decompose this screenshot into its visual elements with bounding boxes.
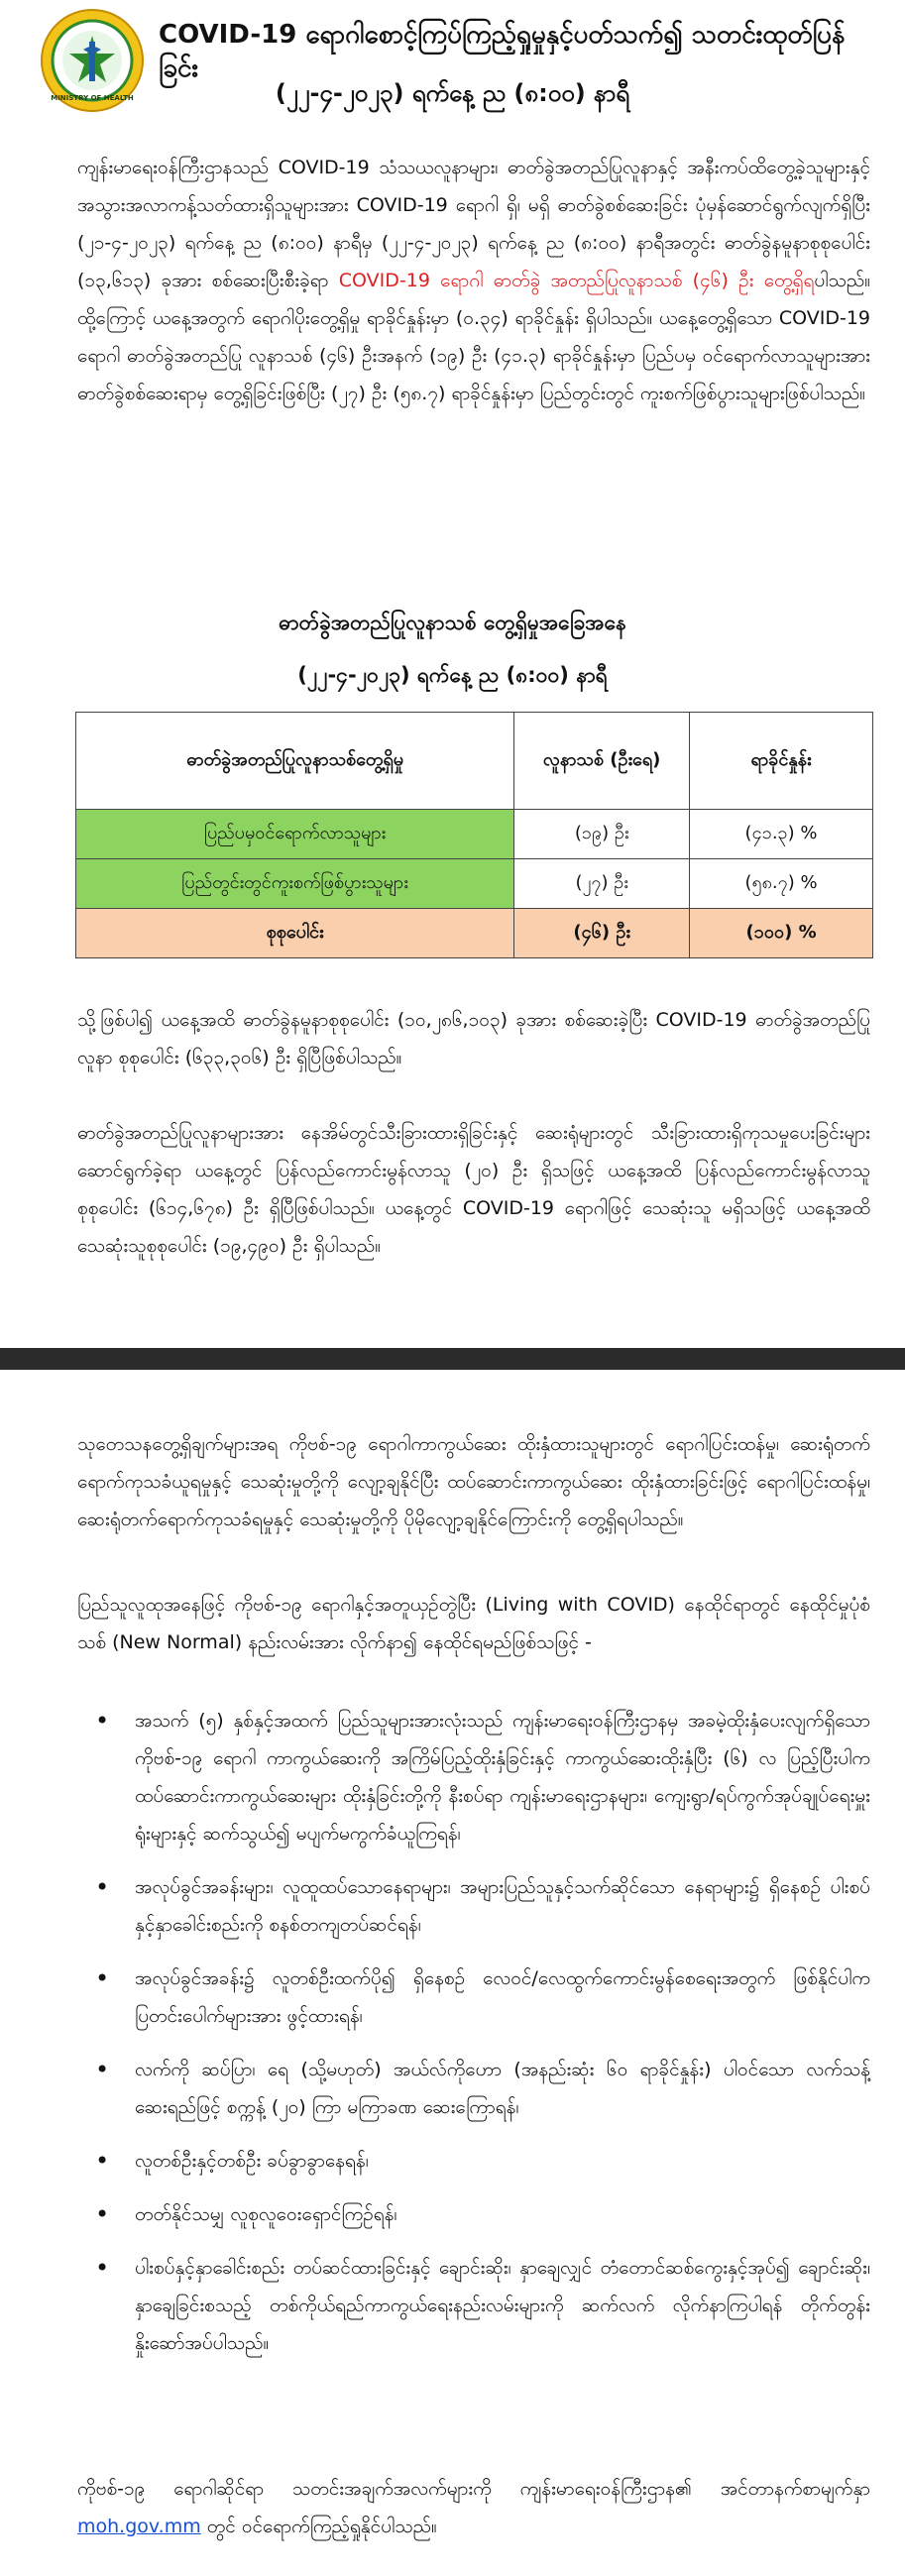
svg-text:MINISTRY OF HEALTH: MINISTRY OF HEALTH [51, 94, 134, 102]
new-cases-highlight: COVID-19 ရောဂါ ဓာတ်ခွဲ အတည်ပြုလူနာသစ် (၄၆) ဦး တွေ့ရှိရ [338, 270, 815, 291]
advisory-paragraph-new-normal: ပြည်သူလူထုအနေဖြင့် ကိုဗစ်-၁၉ ရောဂါနှင့်အတူယှဉ်တွဲပြီး (Living with COVID) နေထိုင်ရာတွင် နေထိုင်မှုပုံစံသစ် (New Normal) နည်းလမ်းအား လိုက်နာ၍ နေထိုင်ရမည်ဖြစ်သဖြင့် - [77, 1594, 870, 1653]
list-item: • ပါးစပ်နှင့်နှာခေါင်းစည်း တပ်ဆင်ထားခြင်းနှင့် ချောင်းဆိုး၊ နှာချေလျှင် တံတောင်ဆစ်ကွေးနှင့်အုပ်၍ ချောင်းဆိုး၊ နှာချေခြင်းစသည့် တစ်ကိုယ်ရည်ကာကွယ်ရေးနည်းလမ်းများကို ဆက်လက် လိုက်နာကြပါရန် တိုက်တွန်းနှိုးဆော်အပ်ပါသည်။ [77, 2249, 870, 2362]
footer-text-before: ကိုဗစ်-၁၉ ရောဂါဆိုင်ရာ သတင်းအချက်အလက်များကို ကျန်းမာရေးဝန်ကြီးဌာန၏ အင်တာနက်စာမျက်နှာ [77, 2478, 870, 2500]
total-label: စုစုပေါင်း [76, 909, 514, 958]
summary-paragraph-tests: သို့ဖြစ်ပါ၍ ယနေ့အထိ ဓာတ်ခွဲနမူနာစုစုပေါင်း (၁၀,၂၈၆,၁၀၃) ခုအား စစ်ဆေးခဲ့ပြီး COVID-19 ဓာတ်ခွဲအတည်ပြုလူနာ စုစုပေါင်း (၆၃၃,၃၀၆) ဦး ရှိပြီဖြစ်ပါသည်။ [77, 1009, 870, 1068]
intro-paragraph [77, 149, 870, 412]
row-percent-imported: (၄၁.၃) % [690, 810, 873, 859]
list-item: • အသက် (၅) နှစ်နှင့်အထက် ပြည်သူများအားလုံးသည် ကျန်းမာရေးဝန်ကြီးဌာနမှ အခမဲ့ထိုးနှံပေးလျက်ရှိသော ကိုဗစ်-၁၉ ရောဂါ ကာကွယ်ဆေးကို အကြိမ်ပြည့်ထိုးနှံခြင်းနှင့် ကာကွယ်ဆေးထိုးနှံပြီး (၆) လ ပြည့်ပြီးပါက ထပ်ဆောင်းကာကွယ်ဆေးများ ထိုးနှံခြင်းတို့ကို နီးစပ်ရာ ကျန်းမာရေးဌာနများ၊ ကျေးရွာ/ရပ်ကွက်အုပ်ချုပ်ရေးမှူးရုံးများနှင့် ဆက်သွယ်၍ မပျက်မကွက်ခံယူကြရန်၊ [77, 1702, 870, 1852]
release-datetime: (၂၂-၄-၂၀၂၃) ရက်နေ့ ည (၈:၀၀) နာရီ [275, 79, 630, 107]
table-row [76, 859, 873, 909]
table-section-datetime: (၂၂-၄-၂၀၂၃) ရက်နေ့ ည (၈:၀၀) နာရီ [297, 663, 608, 687]
intro-text-before: ကျန်းမာရေးဝန်ကြီးဌာနသည် COVID-19 သံသယလူနာများ၊ ဓာတ်ခွဲအတည်ပြုလူနာနှင့် အနီးကပ်ထိတွေ့ခဲ့သူများနှင့် အသွားအလာကန့်သတ်ထားရှိသူများအား COVID-19 ရောဂါ ရှိ၊ မရှိ ဓာတ်ခွဲစစ်ဆေးခြင်း ပုံမှန်ဆောင်ရွက်လျက်ရှိပြီး (၂၁-၄-၂၀၂၃) ရက်နေ့ ည (၈:၀၀) နာရီမှ (၂၂-၄-၂၀၂၃) ရက်နေ့ ည (၈:၀၀) နာရီအတွင်း ဓာတ်ခွဲနမူနာစုစုပေါင်း (၁၃,၆၁၃) ခုအား စစ်ဆေးပြီးစီးခဲ့ရာ [77, 157, 870, 291]
list-item: • လက်ကို ဆပ်ပြာ၊ ရေ (သို့မဟုတ်) အယ်လ်ကိုဟော (အနည်းဆုံး ၆၀ ရာခိုင်နှုန်း) ပါဝင်သော လက်သန့်ဆေးရည်ဖြင့် စက္ကန့် (၂၀) ကြာ မကြာခဏ ဆေးကြောရန်၊ [77, 2051, 870, 2126]
total-percent: (၁၀၀) % [690, 909, 873, 958]
header-percent: ရာခိုင်နှုန်း [690, 713, 873, 810]
advisory-paragraph-research: သုတေသနတွေ့ရှိချက်များအရ ကိုဗစ်-၁၉ ရောဂါကာကွယ်ဆေး ထိုးနှံထားသူများတွင် ရောဂါပြင်းထန်မှု၊ ဆေးရုံတက်ရောက်ကုသခံယူရမှုနှင့် သေဆုံးမှုတို့ကို လျော့ချနိုင်ပြီး ထပ်ဆောင်းကာကွယ်ဆေး ထိုးနှံထားခြင်းဖြင့် ရောဂါပြင်းထန်မှု၊ ဆေးရုံတက်ရောက်ကုသခံရမှုနှင့် သေဆုံးမှုတို့ကို ပိုမိုလျော့ချနိုင်ကြောင်းကို တွေ့ရှိရပါသည်။ [77, 1433, 870, 1530]
header-category: ဓာတ်ခွဲအတည်ပြုလူနာသစ်တွေ့ရှိမှု [76, 713, 514, 810]
advisory-footer [77, 2470, 870, 2545]
advisory-bullet-list [77, 1702, 870, 2378]
header-count: လူနာသစ် (ဦးရေ) [514, 713, 690, 810]
moh-website-link[interactable]: moh.gov.mm [77, 2516, 201, 2537]
row-count-imported: (၁၉) ဦး [514, 810, 690, 859]
table-total-row [76, 909, 873, 958]
table-section-title: ဓာတ်ခွဲအတည်ပြုလူနာသစ် တွေ့ရှိမှုအခြေအနေ [279, 611, 626, 634]
footer-text-after: တွင် ဝင်ရောက်ကြည့်ရှုနိုင်ပါသည်။ [200, 2516, 437, 2537]
row-label-local: ပြည်တွင်းတွင်ကူးစက်ဖြစ်ပွားသူများ [76, 859, 514, 909]
page-title: COVID-19 ရောဂါစောင့်ကြပ်ကြည့်ရှုမှုနှင့်ပတ်သက်၍ သတင်းထုတ်ပြန်ခြင်း [159, 20, 846, 83]
press-release-advisory [0, 1370, 905, 2576]
intro-text-after: ပါသည်။ ထို့ကြောင့် ယနေ့အတွက် ရောဂါပိုးတွေ့ရှိမှု ရာခိုင်နှုန်းမှာ (၀.၃၄) ရာခိုင်နှုန်း ရှိပါသည်။ ယနေ့တွေ့ရှိသော COVID-19 ရောဂါ ဓာတ်ခွဲအတည်ပြု လူနာသစ် (၄၆) ဦးအနက် (၁၉) ဦး (၄၁.၃) ရာခိုင်နှုန်းမှာ ပြည်ပမှ ဝင်ရောက်လာသူများအား ဓာတ်ခွဲစစ်ဆေးရာမှ တွေ့ရှိခြင်းဖြစ်ပြီး (၂၇) ဦး (၅၈.၇) ရာခိုင်နှုန်းမှာ ပြည်တွင်းတွင် ကူးစက်ဖြစ်ပွားသူများဖြစ်ပါသည်။ [77, 270, 870, 404]
list-item: • အလုပ်ခွင်အခန်းများ၊ လူထူထပ်သောနေရာများ၊ အများပြည်သူနှင့်သက်ဆိုင်သော နေရာများ၌ ရှိနေစဉ် ပါးစပ်နှင့်နှာခေါင်းစည်းကို စနစ်တကျတပ်ဆင်ရန်၊ [77, 1868, 870, 1944]
total-count: (၄၆) ဦး [514, 909, 690, 958]
table-header-row [76, 713, 873, 810]
row-label-imported: ပြည်ပမှဝင်ရောက်လာသူများ [76, 810, 514, 859]
list-item: • လူတစ်ဦးနှင့်တစ်ဦး ခပ်ခွာခွာနေရန်၊ [77, 2142, 870, 2180]
section-divider [0, 1348, 905, 1370]
list-item: • အလုပ်ခွင်အခန်း၌ လူတစ်ဦးထက်ပို၍ ရှိနေစဉ် လေဝင်/လေထွက်ကောင်းမွန်စေရေးအတွက် ဖြစ်နိုင်ပါက ပြတင်းပေါက်များအား ဖွင့်ထားရန်၊ [77, 1960, 870, 2035]
list-item: • တတ်နိုင်သမျှ လူစုလူဝေးရှောင်ကြဉ်ရန်၊ [77, 2195, 870, 2233]
new-cases-table [75, 712, 873, 958]
row-percent-local: (၅၈.၇) % [690, 859, 873, 909]
summary-paragraph-recovery: ဓာတ်ခွဲအတည်ပြုလူနာများအား နေအိမ်တွင်သီးခြားထားရှိခြင်းနှင့် ဆေးရုံများတွင် သီးခြားထားရှိကုသမှုပေးခြင်းများ ဆောင်ရွက်ခဲ့ရာ ယနေ့တွင် ပြန်လည်ကောင်းမွန်လာသူ (၂၀) ဦး ရှိသဖြင့် ယနေ့အထိ ပြန်လည်ကောင်းမွန်လာသူ စုစုပေါင်း (၆၁၄,၆၇၈) ဦး ရှိပြီဖြစ်ပါသည်။ ယနေ့တွင် COVID-19 ရောဂါဖြင့် သေဆုံးသူ မရှိသဖြင့် ယနေ့အထိ သေဆုံးသူစုစုပေါင်း (၁၉,၄၉၀) ဦး ရှိပါသည်။ [77, 1122, 870, 1257]
table-row [76, 810, 873, 859]
row-count-local: (၂၇) ဦး [514, 859, 690, 909]
